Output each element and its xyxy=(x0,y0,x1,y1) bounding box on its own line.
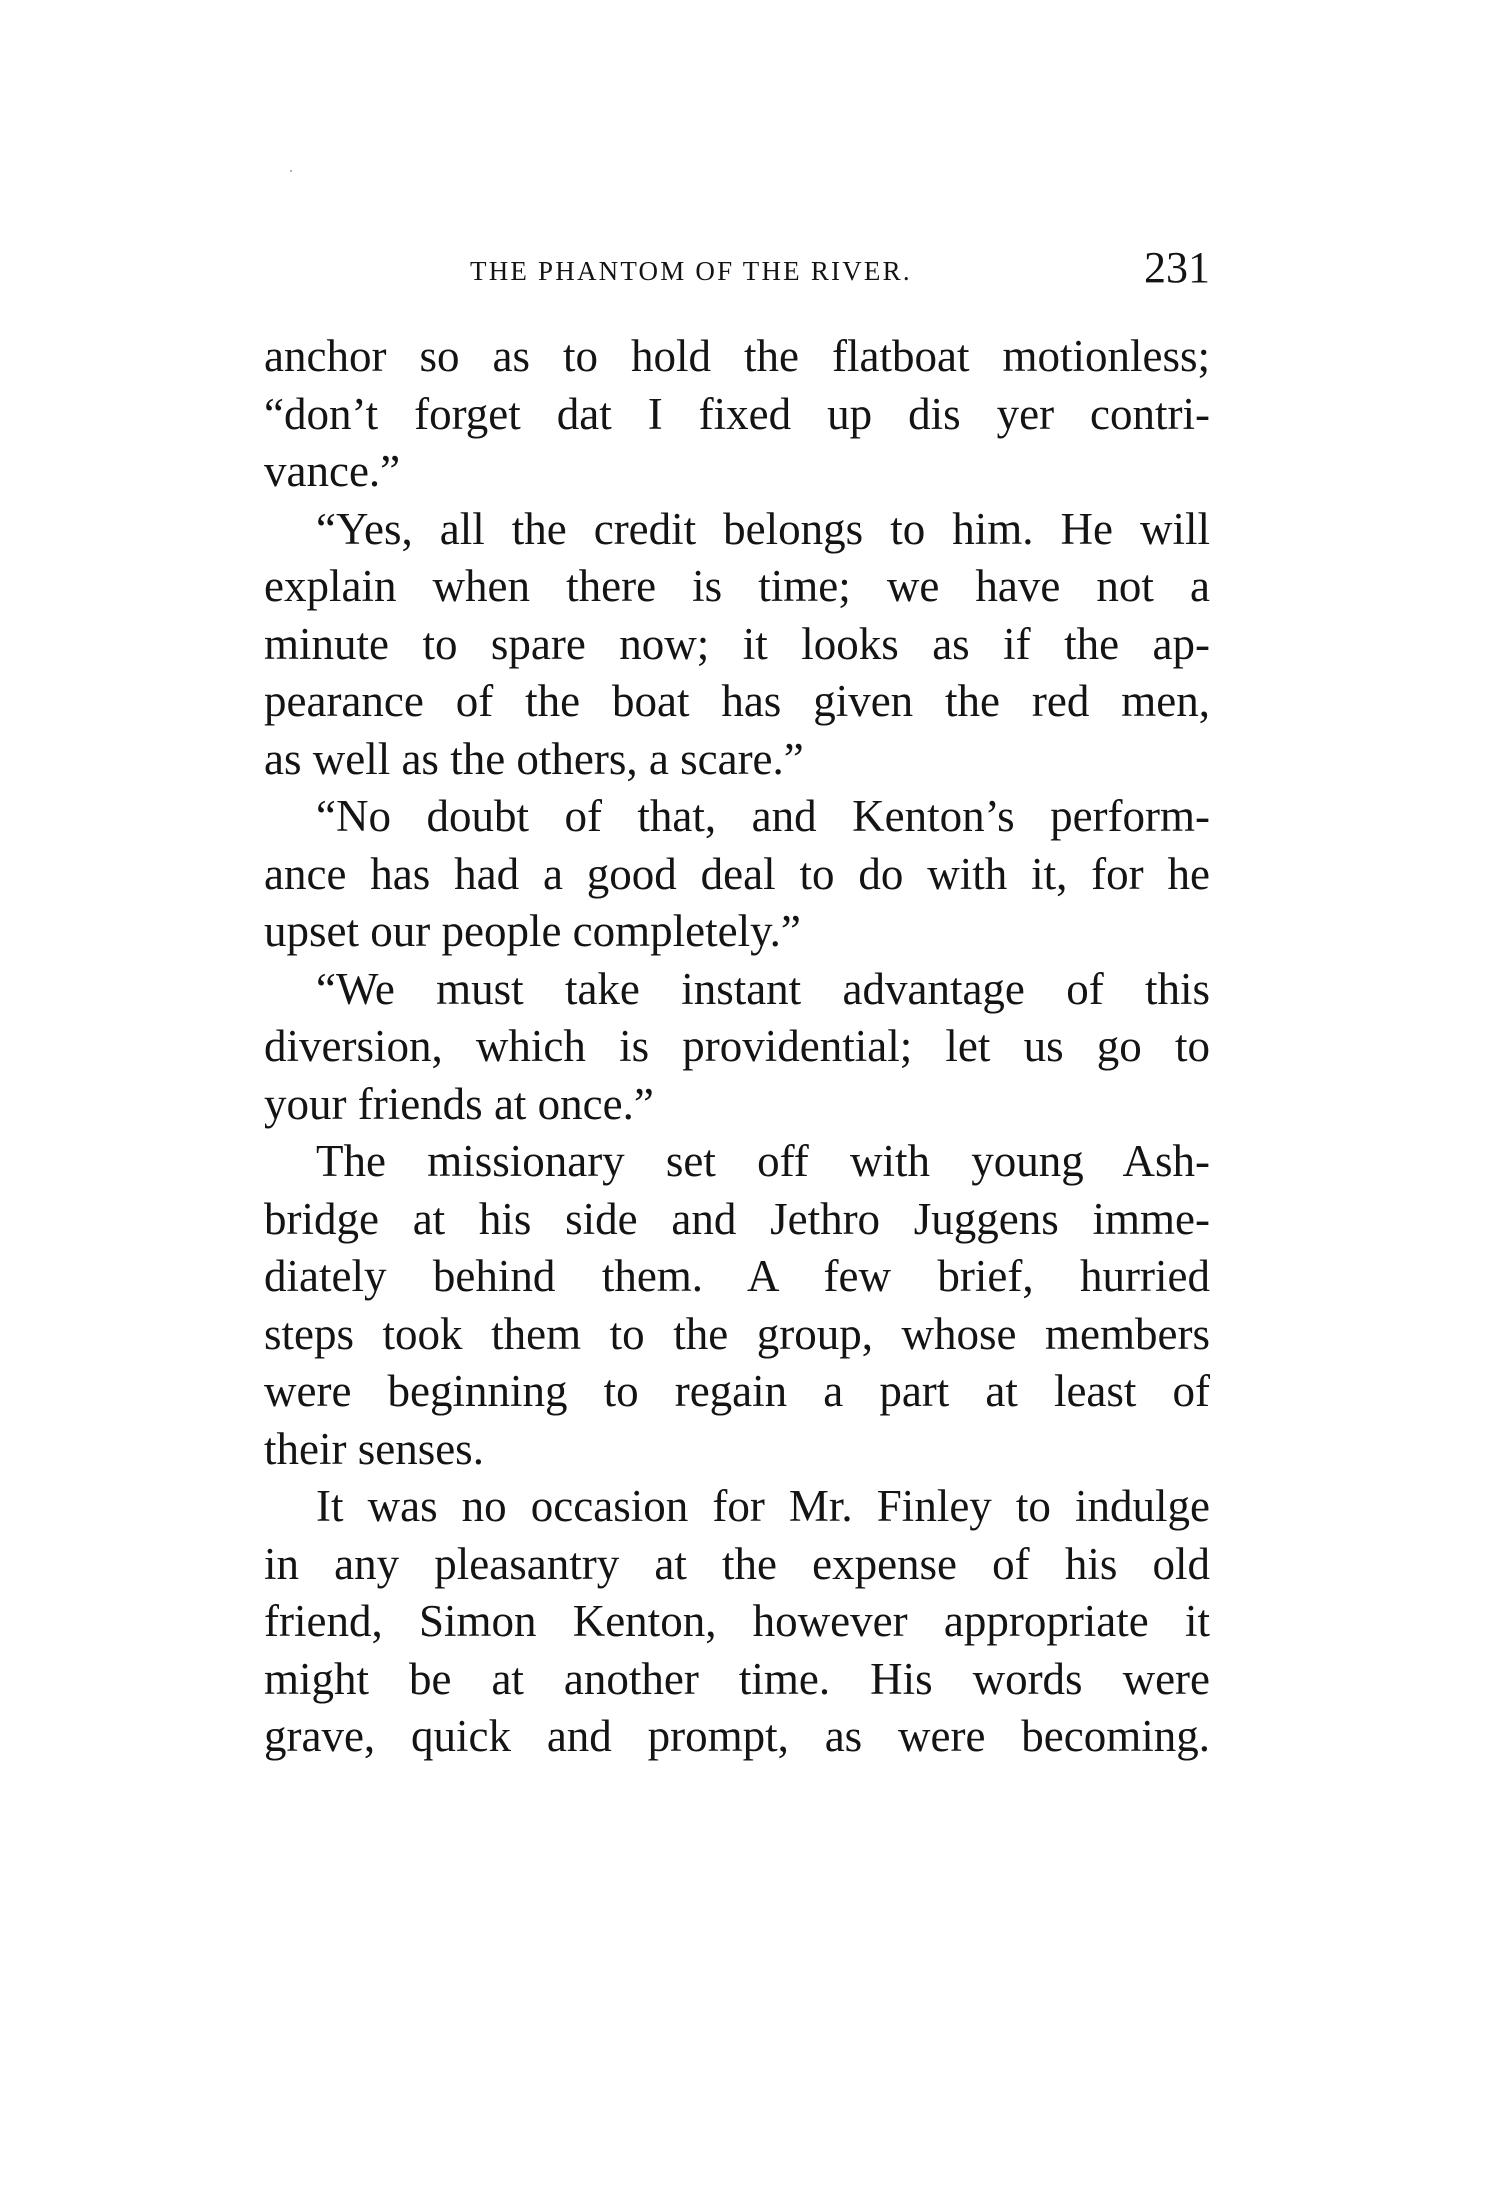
text-line: were beginning to regain a part at least of xyxy=(264,1366,1210,1416)
text-line: bridge at his side and Jethro Juggens imme- xyxy=(264,1193,1210,1244)
running-head: THE PHANTOM OF THE RIVER. xyxy=(470,256,912,286)
text-line: “No doubt of that, and Kenton’s perform- xyxy=(316,791,1210,841)
text-line: your friends at once.” xyxy=(264,1078,654,1129)
text-line: might be at another time. His words were xyxy=(264,1653,1210,1704)
text-line: anchor so as to hold the flatboat motionless; xyxy=(264,331,1210,381)
text-line: “We must take instant advantage of this xyxy=(316,963,1210,1014)
text-line: “don’t forget dat I fixed up dis yer contri- xyxy=(264,388,1210,439)
text-line: minute to spare now; it looks as if the ap- xyxy=(264,618,1210,669)
text-line: pearance of the boat has given the red men, xyxy=(264,676,1210,726)
text-line: friend, Simon Kenton, however appropriate it xyxy=(264,1596,1210,1646)
text-line: diversion, which is providential; let us go to xyxy=(264,1021,1210,1071)
body-text xyxy=(264,328,1210,1766)
text-line: vance.” xyxy=(264,446,401,496)
text-line: steps took them to the group, whose members xyxy=(264,1308,1210,1359)
text-line: diately behind them. A few brief, hurried xyxy=(264,1251,1210,1301)
page-header xyxy=(264,238,1210,298)
text-line: explain when there is time; we have not a xyxy=(264,561,1210,611)
text-line: The missionary set off with young Ash- xyxy=(316,1136,1210,1186)
paper-speck xyxy=(290,170,292,172)
text-line: in any pleasantry at the expense of his old xyxy=(264,1538,1210,1589)
text-line: grave, quick and prompt, as were becoming. xyxy=(264,1711,1210,1761)
page-number: 231 xyxy=(1144,243,1210,292)
text-line: “Yes, all the credit belongs to him. He will xyxy=(316,503,1210,554)
text-line: upset our people completely.” xyxy=(264,906,801,956)
text-line: ance has had a good deal to do with it, for he xyxy=(264,848,1210,899)
text-line: It was no occasion for Mr. Finley to indulge xyxy=(316,1481,1210,1531)
text-line: as well as the others, a scare.” xyxy=(264,733,804,784)
text-line: their senses. xyxy=(264,1423,484,1474)
